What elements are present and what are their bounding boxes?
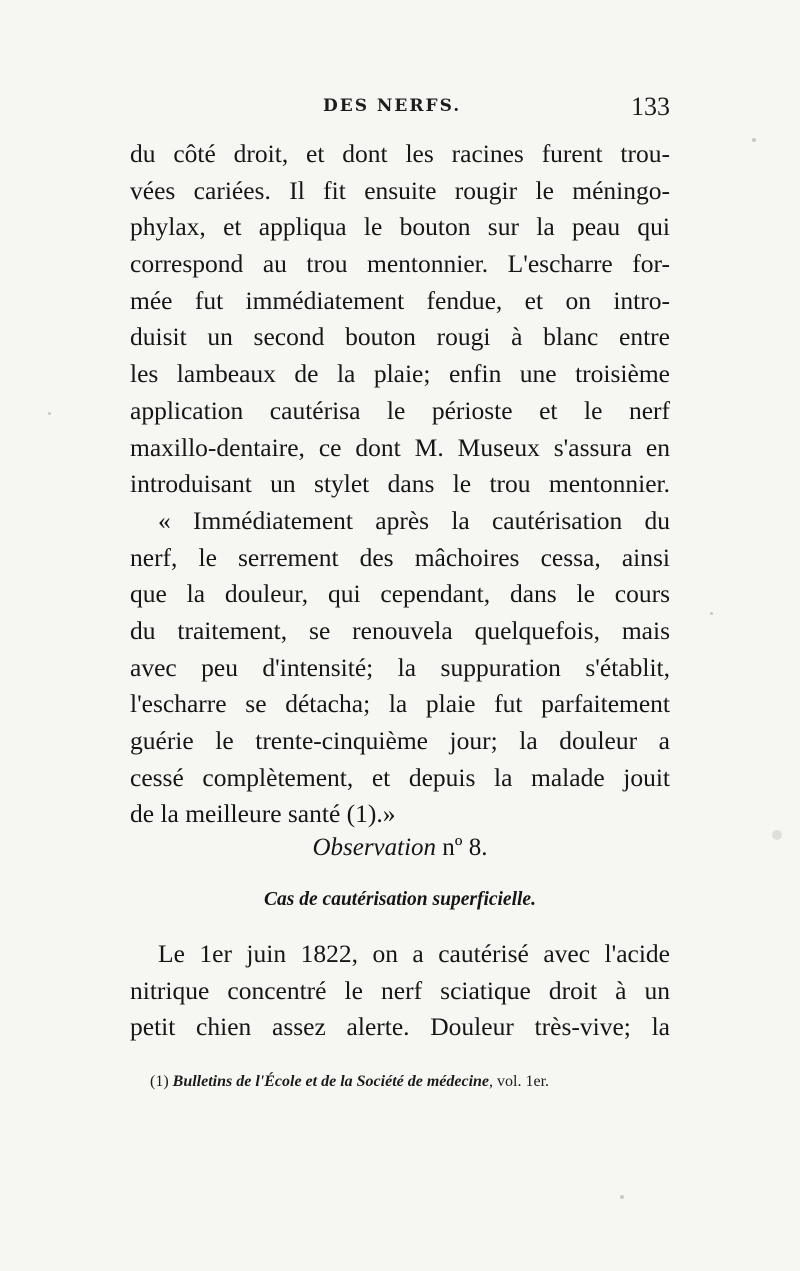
paper-speck	[710, 612, 713, 615]
text-line: Le 1er juin 1822, on a cautérisé avec l'acide	[158, 939, 670, 968]
text-line: phylax, et appliqua le bouton sur la peau qui	[130, 212, 670, 242]
page-header	[130, 92, 670, 132]
text-line: maxillo-dentaire, ce dont M. Museux s'assura en	[130, 432, 670, 462]
text-line: application cautérisa le périoste et le nerf	[130, 395, 670, 425]
text-line: de la meilleure santé (1).»	[130, 799, 396, 829]
text-line: « Immédiatement après la cautérisation du	[158, 505, 670, 535]
text-line: guérie le trente-cinquième jour; la douleur a	[130, 726, 670, 755]
running-head: DES NERFS.	[323, 96, 462, 116]
text-line: avec peu d'intensité; la suppuration s'établit,	[130, 652, 670, 682]
text-line: duisit un second bouton rougi à blanc entre	[130, 322, 670, 352]
text-line: petit chien assez alerte. Douleur très-vive; la	[130, 1012, 670, 1042]
paragraph-2	[130, 503, 670, 833]
main-text-block	[130, 136, 670, 833]
text-line: mée fut immédiatement fendue, et on intro-	[130, 285, 670, 315]
observation-title: Observation	[312, 834, 437, 861]
text-line: que la douleur, qui cependant, dans le cours	[130, 579, 670, 609]
footnote-title: Bulletins de l'École et de la Société de médecine	[172, 1073, 490, 1090]
observation-heading	[130, 834, 670, 862]
text-line: nitrique concentré le nerf sciatique droit à un	[130, 975, 670, 1005]
text-line: vées cariées. Il fit ensuite rougir le méningo-	[130, 175, 670, 205]
text-line: les lambeaux de la plaie; enfin une troisième	[130, 359, 670, 389]
text-line: correspond au trou mentonnier. L'escharre for-	[130, 249, 670, 279]
paper-speck	[752, 138, 756, 142]
page-number: 133	[631, 92, 670, 121]
observation-subtitle: Cas de cautérisation superficielle.	[264, 889, 536, 910]
text-line: introduisant un stylet dans le trou mentonnier.	[130, 469, 670, 499]
text-line: du côté droit, et dont les racines furent trou-	[130, 139, 670, 168]
paper-speck	[48, 412, 51, 415]
footnote-suffix: , vol. 1er.	[489, 1073, 550, 1090]
paper-speck	[620, 1195, 624, 1199]
paragraph-1	[130, 136, 670, 503]
text-line: du traitement, se renouvela quelquefois, mais	[130, 615, 670, 645]
text-line: l'escharre se détacha; la plaie fut parfaitement	[130, 689, 670, 719]
paragraph-3	[130, 936, 670, 1046]
text-line: cessé complètement, et depuis la malade jouit	[130, 762, 670, 792]
footnote-marker: (1)	[150, 1073, 169, 1090]
observation-number: nº 8.	[442, 834, 488, 861]
paper-speck	[772, 830, 782, 840]
footnote	[130, 1073, 670, 1091]
text-line: nerf, le serrement des mâchoires cessa, ainsi	[130, 542, 670, 572]
